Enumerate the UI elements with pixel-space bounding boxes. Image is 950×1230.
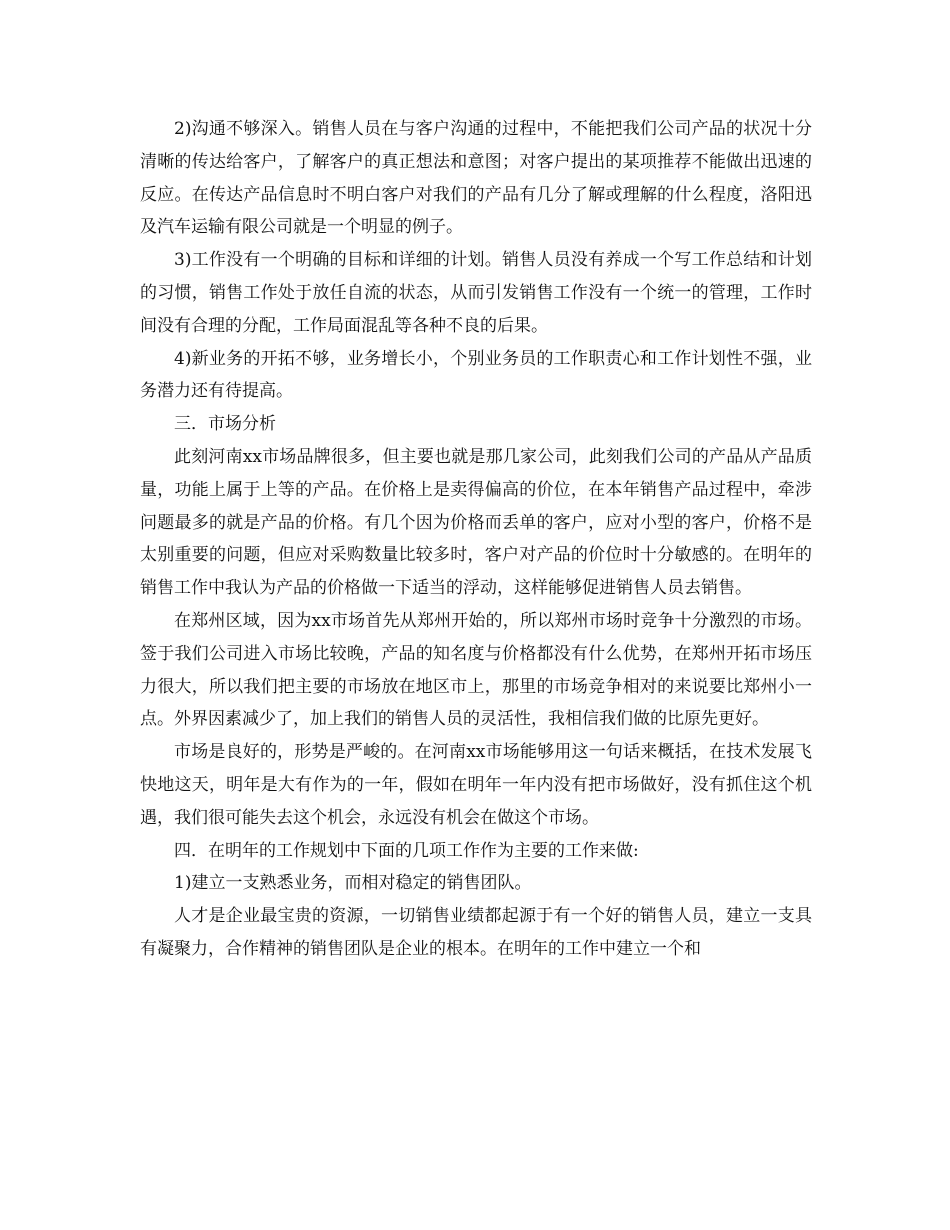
paragraph-communication: 2)沟通不够深入。销售人员在与客户沟通的过程中，不能把我们公司产品的状况十分清晰的传达给客户，了解客户的真正想法和意图；对客户提出的某项推荐不能做出迅速的反应。在传达产品信息时不明白客户对我们的产品有几分了解或理解的什么程度，洛阳迅及汽车运输有限公司就是一个明显的例子。 — [140, 119, 812, 238]
document-body — [140, 113, 812, 966]
paragraph-market-outlook: 市场是良好的，形势是严峻的。在河南xx市场能够用这一句话来概括，在技术发展飞快地这天，明年是大有作为的一年，假如在明年一年内没有把市场做好，没有抓住这个机遇，我们很可能失去这个机会，永远没有机会在做这个市场。 — [140, 742, 812, 828]
paragraph-new-business: 4)新业务的开拓不够，业务增长小，个别业务员的工作职责心和工作计划性不强，业务潜力还有待提高。 — [140, 348, 812, 402]
subheading-sales-team: 1)建立一支熟悉业务，而相对稳定的销售团队。 — [174, 873, 532, 894]
paragraph-zhengzhou-region: 在郑州区域，因为xx市场首先从郑州开始的，所以郑州市场时竞争十分激烈的市场。签于我们公司进入市场比较晚，产品的知名度与价格都没有什么优势，在郑州开拓市场压力很大，所以我们把主要的市场放在地区市上，那里的市场竞争相对的来说要比郑州小一点。外界因素减少了，加上我们的销售人员的灵活性，我相信我们做的比原先更好。 — [140, 610, 812, 730]
paragraph-planning: 3)工作没有一个明确的目标和详细的计划。销售人员没有养成一个写工作总结和计划的习惯，销售工作处于放任自流的状态，从而引发销售工作没有一个统一的管理，工作时间没有合理的分配，工作局面混乱等各种不良的后果。 — [140, 250, 812, 336]
section-heading-work-plan: 四．在明年的工作规划中下面的几项工作作为主要的工作来做: — [174, 840, 639, 861]
paragraph-talent: 人才是企业最宝贵的资源，一切销售业绩都起源于有一个好的销售人员，建立一支具有凝聚力，合作精神的销售团队是企业的根本。在明年的工作中建立一个和 — [140, 906, 812, 959]
paragraph-henan-market: 此刻河南xx市场品牌很多，但主要也就是那几家公司，此刻我们公司的产品从产品质量，功能上属于上等的产品。在价格上是卖得偏高的价位，在本年销售产品过程中，牵涉问题最多的就是产品的价格。有几个因为价格而丢单的客户，应对小型的客户，价格不是太别重要的问题，但应对采购数量比较多时，客户对产品的价位时十分敏感的。在明年的销售工作中我认为产品的价格做一下适当的浮动，这样能够促进销售人员去销售。 — [140, 446, 812, 599]
section-heading-market-analysis: 三．市场分析 — [174, 414, 276, 435]
